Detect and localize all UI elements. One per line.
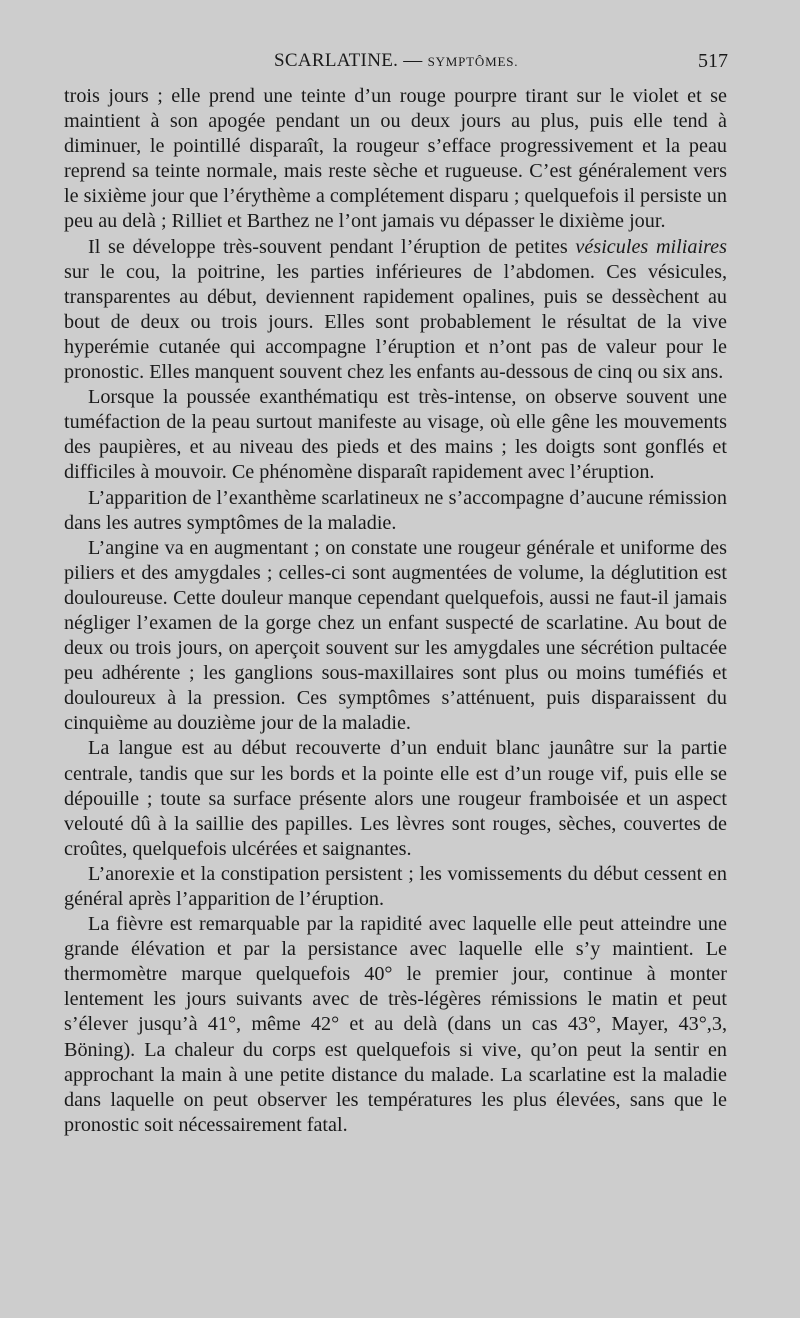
paragraph	[64, 912, 727, 1138]
text-run: La langue est au début recouverte d’un enduit blanc jaunâtre sur la partie centrale, tandis que sur les bords et la pointe elle est d’un rouge vif, puis elle se dépouille ; toute sa surface présente alors une rougeur framboisée et un aspect velouté dû à la saillie des papilles. Les lèvres sont rouges, sèches, couvertes de croûtes, quelquefois ulcérées et saignantes.	[64, 737, 727, 860]
text-run: Il se développe très-souvent pendant l’éruption de petites	[88, 235, 576, 258]
paragraph	[64, 736, 727, 861]
paragraph	[64, 486, 727, 536]
page-body	[64, 84, 727, 1138]
paragraph	[64, 385, 727, 485]
text-run: L’apparition de l’exanthème scarlatineux ne s’accompagne d’aucune rémission dans les autres symptômes de la maladie.	[64, 486, 727, 534]
running-head-sub: SYMPTÔMES.	[427, 54, 519, 69]
running-head	[274, 50, 518, 72]
paragraph	[64, 84, 727, 235]
page-number: 517	[698, 50, 728, 72]
text-run: trois jours ; elle prend une teinte d’un rouge pourpre tirant sur le violet et se maintient à son apogée pendant un ou deux jours au plus, puis elle tend à diminuer, le pointillé disparaît, la rougeur s’efface progressivement et la peau reprend sa teinte normale, mais reste sèche et rugueuse. C’est généralement vers le sixième jour que l’érythème a complétement disparu ; quelquefois il persiste un peu au delà ; Rilliet et Barthez ne l’ont jamais vu dépasser le dixième jour.	[64, 85, 727, 233]
paragraph	[64, 536, 727, 737]
text-run: sur le cou, la poitrine, les parties inférieures de l’abdomen. Ces vésicules, transparentes au début, deviennent rapidement opalines, puis se dessèchent au bout de deux ou trois jours. Elles sont probablement le résultat de la vive hyperémie cutanée qui accompagne l’éruption et n’ont pas de valeur pour le pronostic. Elles manquent souvent chez les enfants au-dessous de cinq ou six ans.	[64, 260, 727, 384]
paragraph	[64, 235, 727, 386]
text-run: L’angine va en augmentant ; on constate une rougeur générale et uniforme des piliers et des amygdales ; celles-ci sont augmentées de volume, la déglutition est douloureuse. Cette douleur manque cependant quelquefois, aussi ne faut-il jamais négliger l’examen de la gorge chez un enfant suspecté de scarlatine. Au bout de deux ou trois jours, on aperçoit souvent sur les amygdales une sécrétion pultacée peu adhérente ; les ganglions sous-maxillaires sont plus ou moins tuméfiés et douloureux à la pression. Ces symptômes s’atténuent, puis disparaissent du cinquième au douzième jour de la maladie.	[64, 536, 727, 735]
text-run: L’anorexie et la constipation persistent ; les vomissements du début cessent en général après l’apparition de l’éruption.	[64, 862, 727, 910]
text-run: Lorsque la poussée exanthématiqu est très-intense, on observe souvent une tuméfaction de la peau surtout manifeste au visage, où elle gêne les mouvements des paupières, et au niveau des pieds et des mains ; les doigts sont gonflés et difficiles à mouvoir. Ce phénomène disparaît rapidement avec l’éruption.	[64, 386, 727, 484]
italic-term: vésicules miliaires	[575, 235, 727, 258]
text-run: La fièvre est remarquable par la rapidité avec laquelle elle peut atteindre une grande élévation et par la persistance avec laquelle elle s’y maintient. Le thermomètre marque quelquefois 40° le premier jour, continue à monter lentement les jours suivants avec de très-légères rémissions le matin et peut s’élever jusqu’à 41°, même 42° et au delà (dans un cas 43°, Mayer, 43°,3, Böning). La chaleur du corps est quelquefois si vive, qu’on peut la sentir en approchant la main à une petite distance du malade. La scarlatine est la maladie dans laquelle on peut observer les températures les plus élevées, sans que le pronostic soit nécessairement fatal.	[64, 913, 727, 1136]
running-header	[64, 48, 728, 76]
paragraph	[64, 862, 727, 912]
running-head-main: SCARLATINE. —	[274, 50, 423, 71]
